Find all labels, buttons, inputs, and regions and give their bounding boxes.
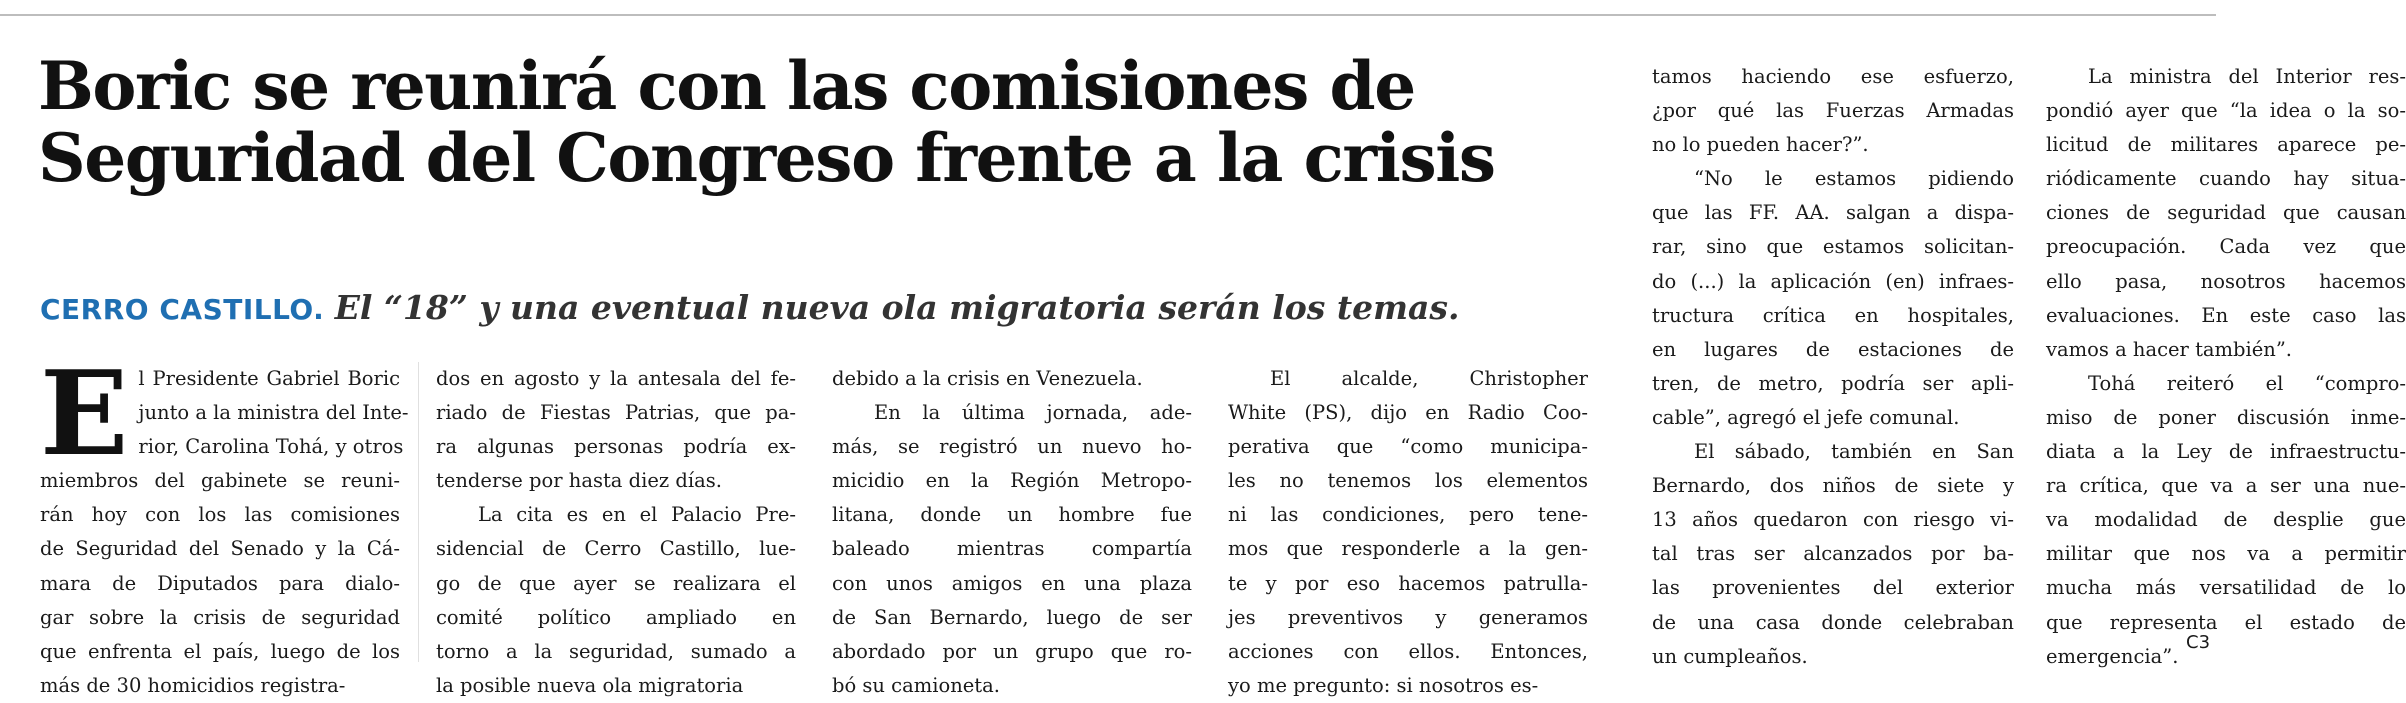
text-line: tructura crítica en hospitales, [1652,303,2014,327]
text-line: mos que responderle a la gen- [1228,537,1588,561]
paragraph-2-continued [436,362,796,498]
text-line: las provenientes del exterior [1652,576,2014,600]
text-line: do (...) la aplicación (en) infraes- [1652,269,2014,293]
body-column-5 [1652,60,2014,674]
text-line: preocupación. Cada vez que [2046,235,2406,259]
text-line: rar, sino que estamos solicitan- [1652,235,2014,259]
text-line: ¿por qué las Fuerzas Armadas [1652,99,2014,123]
text-line: emergencia”. [2046,644,2179,668]
text-line: La ministra del Interior res- [2088,65,2406,88]
text-line: miso de poner discusión inme- [2046,405,2406,429]
text-line: l Presidente Gabriel Boric [138,367,400,390]
paragraph-8 [2046,60,2406,367]
text-line: Bernardo, dos niños de siete y [1652,474,2014,498]
text-line: baleado mientras compartía [832,537,1192,561]
text-line: sidencial de Cerro Castillo, lue- [436,537,796,561]
headline-line-1: Boric se reunirá con las comisiones de [38,47,1415,125]
text-line: de una casa donde celebraban [1652,610,2014,634]
kicker: CERRO CASTILLO. [40,293,325,326]
text-line: de Seguridad del Senado y la Cá- [40,537,400,561]
text-line: En la última jornada, ade- [874,401,1192,425]
body-column-6 [2046,60,2406,674]
text-line: cable”, agregó el jefe comunal. [1652,405,1960,429]
top-rule [0,14,2216,16]
text-line: mara de Diputados para dialo- [40,571,400,595]
text-line: más, se registró un nuevo ho- [832,435,1192,459]
text-line: tal tras ser alcanzados por ba- [1652,542,2014,566]
text-line: evaluaciones. En este caso las [2046,303,2406,327]
text-line: un cumpleaños. [1652,644,1808,668]
text-line: El sábado, también en San [1694,440,2014,464]
text-line: vamos a hacer también”. [2046,337,2293,361]
body-column-3 [832,362,1192,703]
text-line: les no tenemos los elementos [1228,469,1588,493]
text-line: La cita es en el Palacio Pre- [478,503,796,527]
text-line: litana, donde un hombre fue [832,503,1192,527]
text-line: miembros del gabinete se reuni- [40,469,400,493]
text-line: White (PS), dijo en Radio Coo- [1228,401,1588,425]
paragraph-3-continued [832,362,1192,396]
text-line: diata a la Ley de infraestructu- [2046,440,2406,464]
text-line: comité político ampliado en [436,605,796,629]
paragraph-7 [1652,435,2014,674]
text-line: rior, Carolina Tohá, y otros [138,435,404,459]
text-line: de San Bernardo, luego de ser [832,605,1192,629]
text-line: tamos haciendo ese esfuerzo, [1652,65,2014,88]
text-line: yo me pregunto: si nosotros es- [1228,673,1539,697]
text-line: mucha más versatilidad de lo [2046,576,2406,600]
text-line: ciones de seguridad que causan [2046,201,2406,225]
end-mark: C3 [2186,632,2211,653]
subhead [40,288,1470,330]
headline [38,47,1495,197]
text-line: El alcalde, Christopher [1270,367,1588,390]
text-line: tenderse por hasta diez días. [436,469,722,493]
text-line: va modalidad de desplie gue [2046,508,2406,532]
text-line: que enfrenta el país, luego de los [40,639,400,663]
text-line: debido a la crisis en Venezuela. [832,367,1143,390]
dropcap: E [40,346,129,482]
text-line: riódicamente cuando hay situa- [2046,167,2406,191]
text-line: gar sobre la crisis de seguridad [40,605,400,629]
paragraph-5 [1228,362,1588,703]
text-line: dos en agosto y la antesala del fe- [436,367,796,390]
text-line: “No le estamos pidiendo [1694,167,2014,191]
deck: El “18” y una eventual nueva ola migratoria serán los temas. [334,288,1460,327]
paragraph-4 [832,396,1192,703]
text-line: junto a la ministra del Inte- [138,401,409,425]
text-line: perativa que “como municipa- [1228,435,1588,459]
text-line: no lo pueden hacer?”. [1652,133,1869,157]
text-line: pondió ayer que “la idea o la so- [2046,99,2406,123]
text-line: go de que ayer se realizara el [436,571,796,595]
text-line: te y por eso hacemos patrulla- [1228,571,1588,595]
text-line: 13 años quedaron con riesgo vi- [1652,508,2014,532]
text-line: ello pasa, nosotros hacemos [2046,269,2406,293]
text-line: que representa el estado de [2046,610,2406,634]
text-line: licitud de militares aparece pe- [2046,133,2406,157]
text-line: torno a la seguridad, sumado a [436,639,796,663]
text-line: más de 30 homicidios registra- [40,673,346,697]
text-line: la posible nueva ola migratoria [436,673,744,697]
body-column-4 [1228,362,1588,703]
text-line: riado de Fiestas Patrias, que pa- [436,401,796,425]
text-line: en lugares de estaciones de [1652,337,2014,361]
text-line: bó su camioneta. [832,673,1000,697]
text-line: micidio en la Región Metropo- [832,469,1192,493]
text-line: Tohá reiteró el “compro- [2088,371,2406,395]
text-line: ra algunas personas podría ex- [436,435,796,459]
paragraph-3 [436,498,796,703]
body-column-2 [436,362,796,703]
text-line: acciones con ellos. Entonces, [1228,639,1588,663]
text-line: ni las condiciones, pero tene- [1228,503,1588,527]
paragraph-5-continued [1652,60,2014,162]
headline-line-2: Seguridad del Congreso frente a la crisis [38,119,1495,197]
text-line: tren, de metro, podría ser apli- [1652,371,2014,395]
text-line: ra crítica, que va a ser una nue- [2046,474,2406,498]
body-column-1 [40,346,409,703]
column-divider [418,362,419,662]
text-line: rán hoy con los las comisiones [40,503,400,527]
text-line: que las FF. AA. salgan a dispa- [1652,201,2014,225]
paragraph-9 [2046,367,2406,674]
paragraph-6 [1652,162,2014,435]
text-line: jes preventivos y generamos [1228,605,1588,629]
text-line: con unos amigos en una plaza [832,571,1192,595]
text-line: militar que nos va a permitir [2046,542,2406,566]
text-line: abordado por un grupo que ro- [832,639,1192,663]
